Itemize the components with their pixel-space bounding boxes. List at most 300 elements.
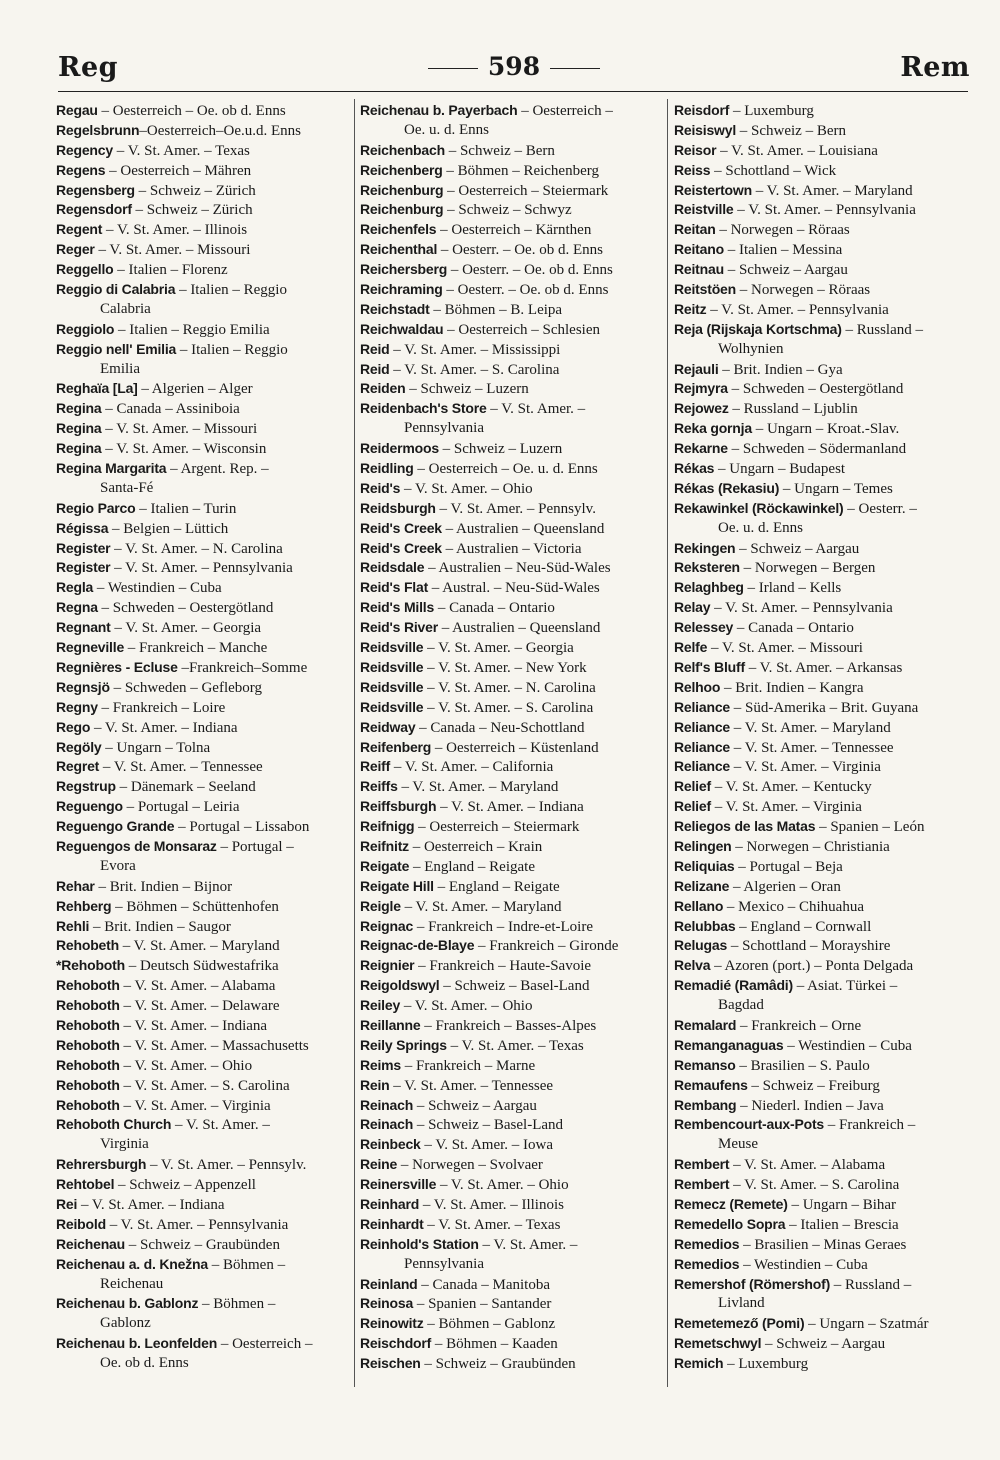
gazetteer-entry	[674, 260, 970, 280]
place-location: – V. St. Amer. – Indiana	[90, 719, 238, 736]
place-location: – V. St. Amer. – S. Carolina	[389, 361, 560, 378]
place-name: Reichenburg	[360, 201, 444, 218]
place-location: – Russland –	[841, 321, 923, 338]
place-name: Reiffsburgh	[360, 798, 437, 815]
place-name: Regency	[56, 141, 113, 158]
gazetteer-entry	[56, 936, 348, 956]
place-location: Emilia	[100, 360, 140, 377]
gazetteer-entry	[56, 598, 348, 618]
column-1	[56, 101, 348, 1374]
place-name: Reguengo	[56, 798, 123, 815]
gazetteer-entry-continuation	[360, 121, 660, 141]
place-location: – V. St. Amer. – Iowa	[420, 1137, 554, 1154]
place-location: – Schweden – Oestergötland	[97, 600, 274, 617]
place-location: – V. St. Amer. – Arkansas	[744, 659, 903, 676]
place-name: Regstrup	[56, 778, 116, 795]
gazetteer-entry-continuation	[56, 857, 348, 877]
place-location: – Frankreich – Basses-Alpes	[420, 1017, 597, 1034]
place-location: – V. St. Amer. – Pennsylvania	[710, 600, 893, 617]
gazetteer-entry	[56, 1076, 348, 1096]
place-location: – V. St. Amer. – Pennsylv.	[146, 1157, 307, 1174]
gazetteer-entry	[674, 678, 970, 698]
place-name: Reitz	[674, 300, 707, 317]
place-name: Reichenau b. Leonfelden	[56, 1335, 218, 1352]
place-name: Relessey	[674, 619, 734, 636]
place-name: Reid's Creek	[360, 519, 442, 536]
place-location: – Oesterreich – Schlesien	[443, 321, 601, 338]
gazetteer-entry	[674, 1056, 970, 1076]
gazetteer-entry	[674, 1036, 970, 1056]
column-divider-1	[354, 99, 355, 1387]
gazetteer-entry	[56, 917, 348, 937]
place-name: Regio Parco	[56, 499, 136, 516]
place-location: – Frankreich – Loire	[97, 699, 226, 716]
place-location: – Luxemburg	[723, 1356, 809, 1373]
gazetteer-entry	[674, 141, 970, 161]
gazetteer-entry	[56, 797, 348, 817]
place-location: – Argent. Rep. –	[166, 461, 269, 478]
gazetteer-entry	[360, 161, 660, 181]
gazetteer-entry	[674, 638, 970, 658]
place-name: Remetschwyl	[674, 1335, 762, 1352]
place-location: – Brit. Indien – Saugor	[89, 918, 231, 935]
gazetteer-entry	[56, 260, 348, 280]
place-location: – Brasilien – S. Paulo	[735, 1057, 870, 1074]
place-location: – V. St. Amer. – S. Carolina	[119, 1077, 290, 1094]
place-location: Santa-Fé	[100, 479, 154, 496]
gazetteer-entry	[360, 240, 660, 260]
place-name: Reichenau	[56, 1235, 125, 1252]
gazetteer-entry	[360, 718, 660, 738]
place-location: – Süd-Amerika – Brit. Guyana	[730, 699, 919, 716]
gazetteer-entry	[674, 181, 970, 201]
gazetteer-entry	[674, 1096, 970, 1116]
gazetteer-entry	[360, 1036, 660, 1056]
gazetteer-entry	[360, 757, 660, 777]
gazetteer-entry	[56, 638, 348, 658]
gazetteer-entry	[56, 658, 348, 678]
gazetteer-entry	[360, 738, 660, 758]
place-name: Rembencourt-aux-Pots	[674, 1116, 825, 1133]
place-location: – V. St. Amer. – Pennsylvania	[105, 1216, 289, 1233]
place-name: Reigle	[360, 897, 401, 914]
place-location: – V. St. Amer. – Georgia	[423, 640, 574, 657]
gazetteer-entry	[56, 439, 348, 459]
gazetteer-entry	[674, 1255, 970, 1275]
dash-right	[550, 68, 600, 69]
gazetteer-entry	[360, 479, 660, 499]
place-name: Reid's Flat	[360, 579, 429, 596]
place-name: Relaghbeg	[674, 579, 744, 596]
place-location: – Oesterreich –	[517, 103, 613, 119]
place-name: Reidenbach's Store	[360, 400, 487, 417]
place-location: Wolhynien	[718, 340, 784, 357]
place-location: – Westindien – Cuba	[739, 1256, 868, 1273]
gazetteer-entry	[56, 280, 348, 300]
place-location: – V. St. Amer. – Pennsylvania	[110, 560, 293, 577]
place-location: – Oesterr. –	[843, 500, 917, 517]
place-name: Reine	[360, 1156, 398, 1173]
place-name: Reggio di Calabria	[56, 281, 176, 298]
header-rule	[58, 91, 968, 92]
place-location: – Böhmen – B. Leipa	[429, 301, 563, 318]
place-location: Evora	[100, 857, 136, 874]
place-name: Reidsville	[360, 639, 424, 656]
gazetteer-entry	[56, 1334, 348, 1354]
place-name: Rehli	[56, 917, 90, 934]
place-name: Rehoboth	[56, 1016, 120, 1033]
place-name: Regent	[56, 221, 103, 238]
place-name: Reid's Creek	[360, 539, 442, 556]
place-name: Reggiolo	[56, 320, 115, 337]
place-location: – V. St. Amer. – S. Carolina	[423, 699, 594, 716]
place-name: Reinhold's Station	[360, 1235, 479, 1252]
place-name: Reignac-de-Blaye	[360, 937, 475, 954]
place-location: – Norwegen – Bergen	[739, 560, 876, 577]
place-name: Reischdorf	[360, 1335, 432, 1352]
place-name: Rehobeth	[56, 937, 119, 954]
place-location: – V. St. Amer. – Wisconsin	[101, 441, 267, 458]
gazetteer-entry	[56, 558, 348, 578]
place-name: Rekingen	[674, 539, 736, 556]
gazetteer-entry	[56, 499, 348, 519]
place-location: – V. St. Amer. – S. Carolina	[729, 1177, 900, 1194]
gazetteer-entry	[56, 519, 348, 539]
place-name: Relief	[674, 778, 711, 795]
place-location: – V. St. Amer. – Maryland	[751, 182, 913, 199]
place-location: – Schweiz – Aargau	[723, 262, 848, 279]
gazetteer-entry	[56, 1056, 348, 1076]
place-location: – V. St. Amer. – Texas	[112, 142, 250, 159]
place-location: – V. St. Amer. – Tennessee	[99, 759, 263, 776]
place-name: Rejauli	[674, 360, 719, 377]
place-name: Remalard	[674, 1016, 737, 1033]
gazetteer-entry	[360, 300, 660, 320]
place-name: Rehoboth Church	[56, 1116, 172, 1133]
place-location: – Schweiz – Aargau	[735, 540, 860, 557]
place-name: Rego	[56, 718, 91, 735]
place-name: Rejowez	[674, 400, 729, 417]
gazetteer-entry	[674, 877, 970, 897]
gazetteer-entry	[360, 340, 660, 360]
gazetteer-entry	[360, 1314, 660, 1334]
gazetteer-entry	[360, 379, 660, 399]
place-name: Regelsbrunn	[56, 121, 140, 138]
page-number	[416, 52, 612, 81]
gazetteer-entry-continuation	[360, 1255, 660, 1275]
gazetteer-entry	[674, 1016, 970, 1036]
gazetteer-entry	[360, 141, 660, 161]
gazetteer-entry	[56, 897, 348, 917]
gazetteer-entry	[674, 1275, 970, 1295]
place-name: Reichenbach	[360, 141, 445, 158]
place-location: – Australien – Queensland	[437, 620, 601, 637]
place-name: Rehoboth	[56, 1056, 120, 1073]
gazetteer-entry	[674, 200, 970, 220]
gazetteer-entry	[360, 399, 660, 419]
place-location: – Schweiz – Schwyz	[443, 202, 572, 219]
place-name: Reidsburgh	[360, 499, 436, 516]
place-name: Reidsville	[360, 678, 424, 695]
place-location: – V. St. Amer. –	[171, 1117, 270, 1134]
place-location: – Australien – Victoria	[441, 540, 582, 557]
gazetteer-entry	[674, 320, 970, 340]
place-location: – Brasilien – Minas Geraes	[739, 1236, 907, 1253]
place-name: Rehtobel	[56, 1176, 115, 1193]
gazetteer-entry	[56, 1096, 348, 1116]
place-name: Regina Margarita	[56, 460, 167, 477]
gazetteer-entry	[360, 1275, 660, 1295]
place-location: – V. St. Amer. – Indiana	[77, 1196, 225, 1213]
gazetteer-entry	[360, 1235, 660, 1255]
gazetteer-entry	[360, 877, 660, 897]
place-name: Rékas	[674, 460, 715, 477]
gazetteer-entry	[360, 1294, 660, 1314]
place-location: – Böhmen – Gablonz	[423, 1316, 556, 1333]
gazetteer-entry	[56, 399, 348, 419]
place-name: Reitstöen	[674, 281, 736, 298]
place-location: – Portugal – Lissabon	[174, 819, 310, 836]
place-location: – Italien – Brescia	[785, 1216, 899, 1233]
place-location: – V. St. Amer. – Tennessee	[730, 739, 894, 756]
place-name: Reliegos de las Matas	[674, 818, 816, 835]
place-name: Reistertown	[674, 181, 752, 198]
gazetteer-entry	[360, 539, 660, 559]
gazetteer-entry	[360, 638, 660, 658]
place-name: Reichersberg	[360, 261, 448, 278]
place-location: Calabria	[100, 300, 151, 317]
place-location: – Norwegen – Christiania	[731, 838, 890, 855]
gazetteer-entry	[674, 360, 970, 380]
place-name: Rehoboth	[56, 997, 120, 1014]
gazetteer-entry	[360, 260, 660, 280]
place-location: – Oesterreich – Oe. ob d. Enns	[97, 103, 286, 119]
gazetteer-entry	[360, 956, 660, 976]
place-name: Rehberg	[56, 897, 112, 914]
place-name: Reid's	[360, 479, 401, 496]
place-name: Rehoboth	[56, 1036, 120, 1053]
gazetteer-entry	[56, 419, 348, 439]
gazetteer-entry-continuation	[56, 360, 348, 380]
place-location: – V. St. Amer. – Pennsylvania	[733, 202, 916, 219]
place-location: – V. St. Amer. – Ohio	[119, 1057, 253, 1074]
place-location: Reichenau	[100, 1275, 164, 1292]
gazetteer-entry	[674, 837, 970, 857]
place-location: – Schweden – Oestergötland	[727, 381, 904, 398]
gazetteer-entry	[56, 956, 348, 976]
place-location: – England – Cornwall	[735, 918, 872, 935]
gazetteer-entry	[56, 877, 348, 897]
gazetteer-entry	[360, 101, 660, 121]
place-location: – Ungarn – Szatmár	[804, 1316, 929, 1333]
place-location: – V. St. Amer. – Virginia	[710, 799, 862, 816]
place-name: Reignier	[360, 957, 415, 974]
gazetteer-entry	[360, 598, 660, 618]
place-name: Remaufens	[674, 1076, 748, 1093]
place-location: – England – Reigate	[409, 858, 535, 875]
place-name: Reliquias	[674, 857, 735, 874]
gazetteer-entry	[674, 777, 970, 797]
gazetteer-entry	[674, 1195, 970, 1215]
place-location: – Schweiz – Basel-Land	[439, 978, 590, 995]
place-name: Remanso	[674, 1056, 736, 1073]
place-location: – V. St. Amer. – Missouri	[707, 640, 863, 657]
place-location: – V. St. Amer. – Alabama	[119, 978, 276, 995]
gazetteer-entry	[674, 1155, 970, 1175]
place-location: – Ungarn – Temes	[779, 480, 893, 497]
gazetteer-entry	[360, 1115, 660, 1135]
place-location: Pennsylvania	[404, 1255, 484, 1272]
place-name: Reillanne	[360, 1016, 421, 1033]
place-location: – Portugal – Beja	[734, 858, 843, 875]
place-name: Reischen	[360, 1355, 421, 1372]
place-name: Relizane	[674, 877, 730, 894]
place-location: – Ungarn – Tolna	[101, 739, 211, 756]
place-name: Reinowitz	[360, 1315, 424, 1332]
gazetteer-entry	[56, 320, 348, 340]
gazetteer-entry-continuation	[56, 1354, 348, 1374]
place-location: – Italien – Reggio	[176, 341, 288, 358]
place-name: Rei	[56, 1195, 78, 1212]
place-name: *Rehoboth	[56, 957, 125, 974]
gazetteer-entry-continuation	[56, 1314, 348, 1334]
place-name: Rembang	[674, 1096, 737, 1113]
place-name: Reghaïa [La]	[56, 380, 138, 397]
gazetteer-entry	[674, 379, 970, 399]
place-location: – V. St. Amer. – Tennessee	[389, 1077, 554, 1094]
place-location: – Oesterreich – Kärnthen	[436, 222, 592, 239]
place-name: Relingen	[674, 837, 732, 854]
gazetteer-entry	[56, 539, 348, 559]
gazetteer-entry	[56, 1215, 348, 1235]
place-name: Relief	[674, 798, 711, 815]
place-location: – Austral. – Neu-Süd-Wales	[428, 580, 600, 597]
gazetteer-entry	[360, 439, 660, 459]
gazetteer-entry	[360, 936, 660, 956]
place-name: Rehoboth	[56, 1076, 120, 1093]
place-name: Relf's Bluff	[674, 658, 745, 675]
place-location: Virginia	[100, 1136, 149, 1153]
gazetteer-entry	[674, 499, 970, 519]
gazetteer-entry	[674, 757, 970, 777]
place-location: – Westindien – Cuba	[783, 1037, 912, 1054]
gazetteer-entry	[56, 718, 348, 738]
gazetteer-entry	[56, 1175, 348, 1195]
place-location: – V. St. Amer. – Kentucky	[710, 779, 872, 796]
place-location: Oe. ob d. Enns	[100, 1355, 189, 1372]
gazetteer-entry	[56, 1255, 348, 1275]
dash-left	[428, 68, 478, 69]
gazetteer-entry	[56, 161, 348, 181]
place-location: – Ungarn – Bihar	[787, 1196, 897, 1213]
place-name: Reinach	[360, 1116, 414, 1133]
place-location: – Frankreich – Indre-et-Loire	[413, 918, 593, 935]
place-location: – Frankreich – Marne	[401, 1057, 536, 1074]
gazetteer-entry	[360, 658, 660, 678]
place-location: – V. St. Amer. – Mississippi	[389, 341, 561, 358]
place-location: – V. St. Amer. – Delaware	[119, 998, 280, 1015]
place-name: Reiden	[360, 380, 406, 397]
gazetteer-entry	[360, 459, 660, 479]
place-name: Reinland	[360, 1275, 418, 1292]
gazetteer-entry	[674, 1235, 970, 1255]
place-name: Remetemező (Pomi)	[674, 1315, 805, 1332]
place-location: – V. St. Amer. – Texas	[446, 1037, 584, 1054]
gazetteer-entry	[674, 419, 970, 439]
place-location: – Böhmen –	[198, 1296, 276, 1313]
gazetteer-entry	[56, 837, 348, 857]
place-name: Rékas (Rekasiu)	[674, 479, 780, 496]
gazetteer-entry	[360, 1096, 660, 1116]
place-name: Remedios	[674, 1255, 740, 1272]
place-name: Reliance	[674, 698, 730, 715]
gazetteer-entry-continuation	[674, 996, 970, 1016]
place-name: Reinach	[360, 1096, 414, 1113]
gazetteer-entry	[360, 220, 660, 240]
place-name: Rehar	[56, 877, 95, 894]
place-name: Reksteren	[674, 559, 740, 576]
place-name: Regensberg	[56, 181, 135, 198]
place-location: – V. St. Amer. – N. Carolina	[423, 679, 596, 696]
place-name: Reidsdale	[360, 559, 425, 576]
gazetteer-entry	[674, 618, 970, 638]
place-location: – V. St. Amer. – Virginia	[730, 759, 881, 776]
gazetteer-entry	[674, 479, 970, 499]
place-location: – Portugal –	[216, 838, 294, 855]
page-number-text: 598	[487, 52, 541, 81]
gazetteer-entry	[674, 976, 970, 996]
place-location: – V. St. Amer. – N. Carolina	[110, 540, 283, 557]
place-location: – V. St. Amer. – Pennsylvania	[706, 301, 889, 318]
gazetteer-entry	[360, 1195, 660, 1215]
place-name: Reichenau a. d. Knežna	[56, 1255, 208, 1272]
place-name: Reitan	[674, 221, 716, 238]
place-location: – V. St. Amer. – Maryland	[730, 719, 891, 736]
gazetteer-entry	[360, 797, 660, 817]
gazetteer-entry	[360, 519, 660, 539]
place-location: –Frankreich–Somme	[177, 659, 308, 676]
place-location: – Niederl. Indien – Java	[736, 1097, 884, 1114]
gazetteer-entry	[360, 280, 660, 300]
place-location: – Australien – Queensland	[441, 520, 605, 537]
place-location: – Asiat. Türkei –	[792, 978, 898, 995]
gazetteer-entry	[674, 439, 970, 459]
place-location: – Oesterreich –	[217, 1336, 313, 1353]
place-location: – Luxemburg	[729, 103, 814, 119]
place-location: – Mexico – Chihuahua	[723, 898, 864, 915]
gazetteer-entry	[56, 1195, 348, 1215]
gazetteer-entry	[674, 280, 970, 300]
place-location: – V. St. Amer. – Louisiana	[716, 142, 878, 159]
place-name: Reichenfels	[360, 221, 437, 238]
place-location: – V. St. Amer. – California	[390, 759, 554, 776]
gazetteer-entry	[56, 738, 348, 758]
place-name: Reims	[360, 1056, 402, 1073]
place-location: – Oesterreich – Oe. u. d. Enns	[413, 461, 598, 478]
place-name: Reichraming	[360, 281, 443, 298]
gazetteer-entry	[360, 1175, 660, 1195]
place-location: – V. St. Amer. – Alabama	[729, 1157, 886, 1174]
place-location: – V. St. Amer. – Ohio	[400, 998, 533, 1015]
gazetteer-entry	[674, 240, 970, 260]
place-location: – Azoren (port.) – Ponta Delgada	[710, 958, 914, 975]
place-location: – Westindien – Cuba	[93, 580, 222, 597]
place-name: Regöly	[56, 738, 102, 755]
place-name: Reisiswyl	[674, 121, 737, 138]
place-name: Reifenberg	[360, 738, 432, 755]
gazetteer-entry	[674, 121, 970, 141]
place-location: – Böhmen – Schüttenhofen	[111, 898, 279, 915]
